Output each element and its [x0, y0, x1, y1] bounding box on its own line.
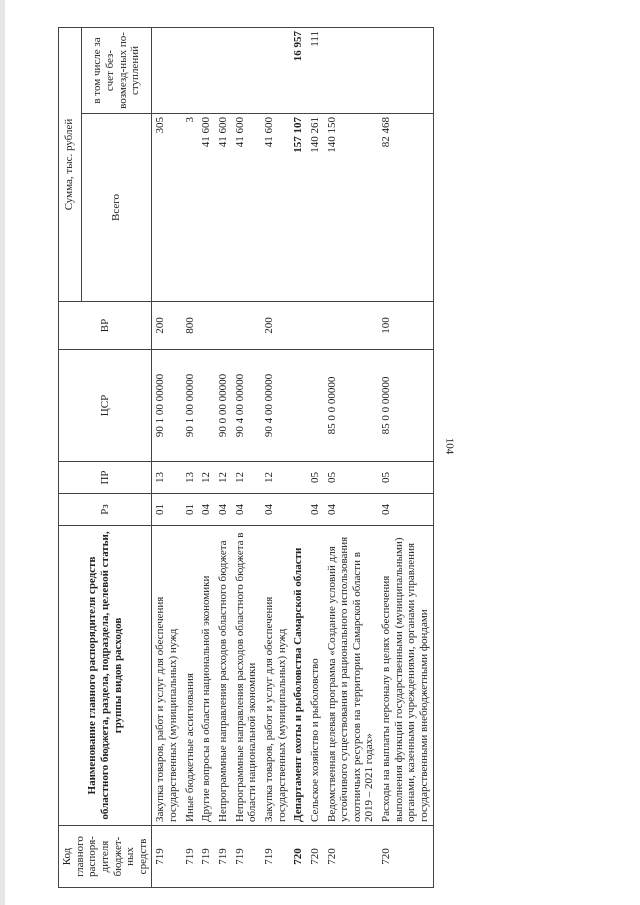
- cell-vr: [324, 302, 379, 350]
- cell-pr: 05: [307, 462, 324, 494]
- cell-incl: [261, 28, 290, 114]
- table-row: [152, 28, 182, 888]
- table-body: [152, 28, 433, 888]
- cell-vr: [232, 302, 261, 350]
- cell-rz: 04: [324, 494, 379, 526]
- table-row: [232, 28, 261, 888]
- cell-code: 719: [261, 826, 290, 888]
- header-pr: ПР: [59, 462, 152, 494]
- cell-name: Департамент охоты и рыболовства Самарской области: [290, 526, 307, 826]
- cell-name: Закупка товаров, работ и услуг для обеспечения государственных (муниципальных) нужд: [261, 526, 290, 826]
- cell-csr: 90 1 00 00000: [182, 350, 199, 462]
- cell-total: 3: [182, 114, 199, 302]
- cell-total: 305: [152, 114, 182, 302]
- cell-rz: 04: [198, 494, 215, 526]
- cell-code: 719: [232, 826, 261, 888]
- cell-rz: 04: [261, 494, 290, 526]
- cell-pr: 13: [182, 462, 199, 494]
- header-rz: Рз: [59, 494, 152, 526]
- cell-incl: 16 957: [290, 28, 307, 114]
- cell-code: 719: [152, 826, 182, 888]
- cell-pr: 05: [378, 462, 433, 494]
- cell-name: Ведомственная целевая программа «Создание условий для устойчивого существования и рационального использования охотничьих ресурсов на территории Самарской области в 2019 – 2021 годах»: [324, 526, 379, 826]
- table-row: [378, 28, 433, 888]
- header-code: Код главного распоря-дителя бюджет-ных средств: [59, 826, 152, 888]
- cell-rz: 04: [215, 494, 232, 526]
- cell-incl: [198, 28, 215, 114]
- cell-csr: 90 0 00 00000: [215, 350, 232, 462]
- cell-pr: 12: [198, 462, 215, 494]
- scan-edge: [0, 0, 5, 905]
- cell-code: 719: [182, 826, 199, 888]
- table-row: [198, 28, 215, 888]
- cell-vr: 800: [182, 302, 199, 350]
- header-sum: Сумма, тыс. рублей: [59, 28, 82, 302]
- cell-code: 720: [324, 826, 379, 888]
- cell-vr: 200: [152, 302, 182, 350]
- cell-rz: 01: [182, 494, 199, 526]
- table-row: [324, 28, 379, 888]
- cell-pr: 12: [215, 462, 232, 494]
- cell-total: 140 150: [324, 114, 379, 302]
- page-number: 104: [443, 437, 456, 455]
- table-row: [215, 28, 232, 888]
- table-row: [290, 28, 307, 888]
- cell-pr: 05: [324, 462, 379, 494]
- cell-vr: [215, 302, 232, 350]
- cell-code: 720: [378, 826, 433, 888]
- header-including: в том числе за счет без-возмезд-ных по-ступлений: [81, 28, 152, 114]
- cell-rz: [290, 494, 307, 526]
- header-vr: ВР: [59, 302, 152, 350]
- cell-csr: 90 4 00 00000: [261, 350, 290, 462]
- cell-total: 82 468: [378, 114, 433, 302]
- cell-total: 41 600: [198, 114, 215, 302]
- cell-vr: [290, 302, 307, 350]
- cell-vr: [307, 302, 324, 350]
- cell-rz: 04: [378, 494, 433, 526]
- cell-name: Закупка товаров, работ и услуг для обеспечения государственных (муниципальных) нужд: [152, 526, 182, 826]
- cell-rz: 04: [307, 494, 324, 526]
- table-row: [307, 28, 324, 888]
- cell-csr: [198, 350, 215, 462]
- cell-name: Другие вопросы в области национальной экономики: [198, 526, 215, 826]
- cell-code: 719: [215, 826, 232, 888]
- cell-csr: 85 0 0 00000: [378, 350, 433, 462]
- table-row: [182, 28, 199, 888]
- cell-incl: [215, 28, 232, 114]
- cell-total: 41 600: [232, 114, 261, 302]
- cell-vr: 100: [378, 302, 433, 350]
- header-name: Наименование главного распорядителя средств областного бюджета, раздела, подраздела, целевой статьи, группы видов расходов: [59, 526, 152, 826]
- cell-csr: [307, 350, 324, 462]
- table-row: [261, 28, 290, 888]
- cell-incl: [182, 28, 199, 114]
- cell-pr: [290, 462, 307, 494]
- cell-vr: [198, 302, 215, 350]
- cell-csr: 85 0 0 00000: [324, 350, 379, 462]
- cell-name: Непрограммные направления расходов областного бюджета в области национальной экономики: [232, 526, 261, 826]
- cell-code: 720: [290, 826, 307, 888]
- cell-incl: [232, 28, 261, 114]
- cell-pr: 12: [261, 462, 290, 494]
- cell-name: Иные бюджетные ассигнования: [182, 526, 199, 826]
- cell-incl: 111: [307, 28, 324, 114]
- cell-rz: 01: [152, 494, 182, 526]
- cell-pr: 12: [232, 462, 261, 494]
- header-total: Всего: [81, 114, 152, 302]
- cell-pr: 13: [152, 462, 182, 494]
- cell-total: 41 600: [261, 114, 290, 302]
- cell-incl: [324, 28, 379, 114]
- cell-name: Сельское хозяйство и рыболовство: [307, 526, 324, 826]
- cell-total: 157 107: [290, 114, 307, 302]
- cell-csr: [290, 350, 307, 462]
- cell-code: 719: [198, 826, 215, 888]
- cell-csr: 90 4 00 00000: [232, 350, 261, 462]
- cell-total: 140 261: [307, 114, 324, 302]
- rotated-page: [58, 28, 578, 888]
- cell-vr: 200: [261, 302, 290, 350]
- cell-name: Расходы на выплаты персоналу в целях обеспечения выполнения функций государственными (муниципальными) органами, казенными учреждениями, органами управления государственными внебюджетными фондами: [378, 526, 433, 826]
- header-csr: ЦСР: [59, 350, 152, 462]
- cell-csr: 90 1 00 00000: [152, 350, 182, 462]
- cell-total: 41 600: [215, 114, 232, 302]
- cell-name: Непрограммные направления расходов областного бюджета: [215, 526, 232, 826]
- budget-table: [58, 27, 434, 888]
- cell-rz: 04: [232, 494, 261, 526]
- cell-incl: [152, 28, 182, 114]
- cell-code: 720: [307, 826, 324, 888]
- cell-incl: [378, 28, 433, 114]
